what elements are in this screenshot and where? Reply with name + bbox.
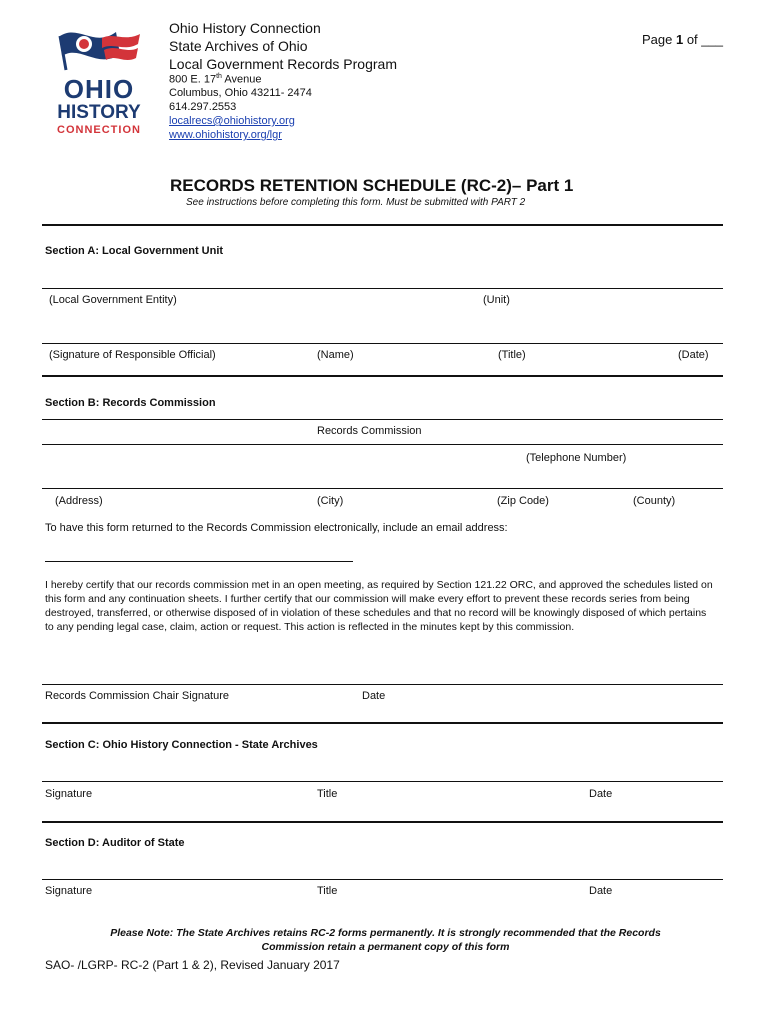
- entity-label: (Local Government Entity): [49, 294, 177, 306]
- header-street: [169, 73, 262, 86]
- header-org: Ohio History Connection: [169, 20, 321, 36]
- logo-line-ohio: OHIO: [63, 74, 135, 104]
- chair-line[interactable]: [42, 684, 723, 685]
- address-label: (Address): [55, 495, 103, 507]
- zip-label: (Zip Code): [497, 495, 549, 507]
- chair-date-label: Date: [362, 690, 386, 702]
- page-indicator: [642, 32, 723, 47]
- email-prompt: To have this form returned to the Records Commission electronically, include an email address:: [45, 522, 508, 534]
- section-b-heading: Section B: Records Commission: [45, 397, 216, 409]
- ohio-history-connection-logo: [44, 22, 154, 142]
- header-dept: State Archives of Ohio: [169, 38, 308, 54]
- logo-line-history: HISTORY: [57, 102, 141, 123]
- page-prefix: Page: [642, 32, 676, 47]
- title-divider: [42, 224, 723, 226]
- page-number: 1: [675, 32, 684, 47]
- section-d-signature-label: Signature: [45, 885, 93, 897]
- official-line[interactable]: [42, 343, 723, 344]
- logo-line-connection: CONNECTION: [57, 124, 141, 136]
- section-c-signature-line[interactable]: [42, 781, 723, 782]
- header-web-link[interactable]: www.ohiohistory.org/lgr: [169, 129, 282, 141]
- section-c-date-label: Date: [589, 788, 613, 800]
- header-city: Columbus, Ohio 43211- 2474: [169, 87, 312, 99]
- unit-label: (Unit): [483, 294, 510, 306]
- section-c-heading: Section C: Ohio History Connection - State Archives: [45, 739, 318, 751]
- header-email-link[interactable]: localrecs@ohiohistory.org: [169, 115, 295, 127]
- form-footer: SAO- /LGRP- RC-2 (Part 1 & 2), Revised January 2017: [45, 958, 340, 972]
- section-c-divider: [42, 821, 723, 823]
- street-name: Avenue: [221, 73, 262, 86]
- city-label: (City): [317, 495, 344, 507]
- official-name-label: (Name): [317, 349, 354, 361]
- street-number: 800 E. 17: [169, 73, 217, 86]
- entity-line[interactable]: [42, 288, 723, 289]
- street-suffix: th: [216, 73, 222, 80]
- official-date-label: (Date): [678, 349, 709, 361]
- please-note-line-2: Commission retain a permanent copy of this form: [261, 941, 510, 953]
- section-a-heading: Section A: Local Government Unit: [45, 245, 224, 257]
- page-suffix: of ___: [683, 32, 723, 47]
- section-d-heading: Section D: Auditor of State: [45, 837, 185, 849]
- form-title: RECORDS RETENTION SCHEDULE (RC-2)– Part 1: [170, 176, 574, 195]
- flag-icon: [54, 26, 146, 74]
- section-d-date-label: Date: [589, 885, 613, 897]
- county-label: (County): [633, 495, 676, 507]
- official-title-label: (Title): [498, 349, 526, 361]
- commission-line[interactable]: [42, 419, 723, 420]
- official-signature-label: (Signature of Responsible Official): [49, 349, 216, 361]
- header-phone: 614.297.2553: [169, 101, 237, 113]
- commission-label: Records Commission: [317, 425, 422, 437]
- section-d-signature-line[interactable]: [42, 879, 723, 880]
- certification-text: I hereby certify that our records commission met in an open meeting, as required by Section 121.22 ORC, and approved the schedules listed on this form and any continuation sheets. I further certify that our commission will make every effort to prevent these records series from being destroyed, transferred, or otherwise disposed of in violation of these schedules and that no record will be knowingly disposed of which pertains to any pending legal case, claim, action or request. This action is reflected in the minutes kept by this commission.: [45, 579, 713, 633]
- email-line[interactable]: [45, 561, 353, 562]
- section-b-divider: [42, 722, 723, 724]
- telephone-label: (Telephone Number): [526, 452, 627, 464]
- telephone-line[interactable]: [42, 444, 723, 445]
- header-program: Local Government Records Program: [169, 56, 397, 72]
- section-a-divider: [42, 375, 723, 377]
- section-d-title-label: Title: [317, 885, 338, 897]
- please-note-line-1: Please Note: The State Archives retains RC-2 forms permanently. It is strongly recommended that the Records: [110, 927, 661, 939]
- section-c-signature-label: Signature: [45, 788, 93, 800]
- section-c-title-label: Title: [317, 788, 338, 800]
- address-line[interactable]: [42, 488, 723, 489]
- chair-signature-label: Records Commission Chair Signature: [45, 690, 230, 702]
- form-subtitle: See instructions before completing this form. Must be submitted with PART 2: [186, 197, 526, 208]
